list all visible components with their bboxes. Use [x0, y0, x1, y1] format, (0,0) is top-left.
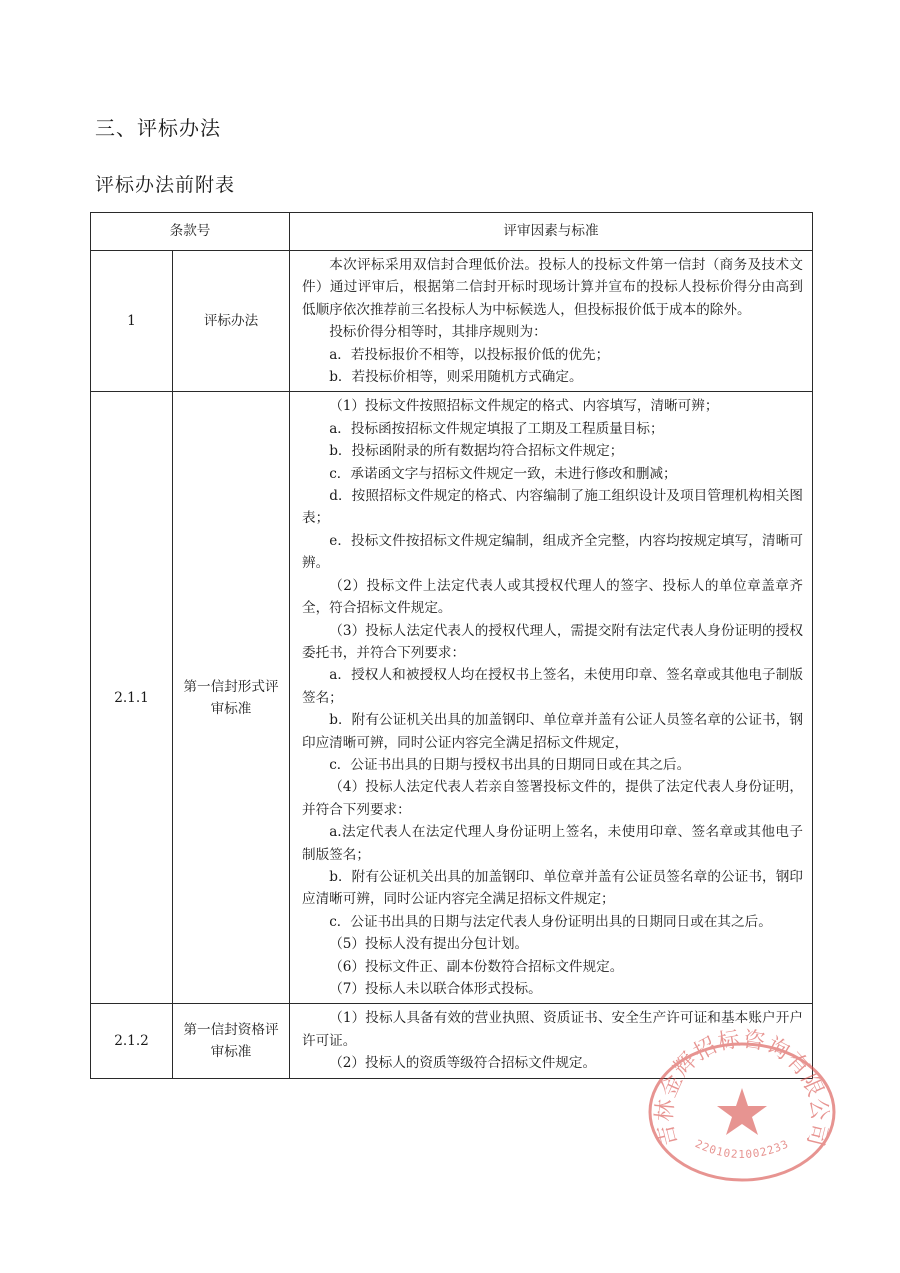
criteria-line: a．授权人和被授权人均在授权书上签名，未使用印章、签名章或其他电子制版签名； — [302, 667, 803, 706]
criteria-line: e．投标文件按招标文件规定编制，组成齐全完整，内容均按规定填写，清晰可辨。 — [302, 532, 803, 572]
criteria-line: c．公证书出具的日期与授权书出具的日期同日或在其之后。 — [329, 756, 691, 773]
criteria-line: c．公证书出具的日期与法定代表人身份证明出具的日期同日或在其之后。 — [329, 913, 772, 930]
svg-text:2201021002233 — [693, 1137, 791, 1161]
criteria-line: （1）投标文件按照招标文件规定的格式、内容填写，清晰可辨； — [329, 398, 719, 415]
header-criteria: 评审因素与标准 — [290, 213, 813, 251]
clause-content — [290, 251, 813, 392]
criteria-line: b．投标函附录的所有数据均符合招标文件规定； — [329, 443, 624, 460]
criteria-line: （5）投标人没有提出分包计划。 — [329, 936, 529, 953]
clause-number: 2.1.2 — [91, 1004, 173, 1078]
criteria-line: （6）投标文件正、副本份数符合招标文件规定。 — [329, 958, 624, 975]
clause-name: 第一信封资格评审标准 — [173, 1004, 290, 1078]
seal-number: 2201021002233 — [693, 1137, 791, 1161]
criteria-line: （4）投标人法定代表人若亲自签署投标文件的，提供了法定代表人身份证明，并符合下列要求： — [302, 779, 803, 818]
clause-number: 1 — [91, 251, 173, 392]
header-clause-number: 条款号 — [91, 213, 290, 251]
criteria-line: （2）投标文件上法定代表人或其授权代理人的签字、投标人的单位章盖章齐全，符合招标文件规定。 — [302, 577, 803, 617]
criteria-line: a．若投标报价不相等，以投标报价低的优先； — [329, 346, 610, 363]
section-title: 三、评标办法 — [95, 116, 221, 140]
clause-number: 2.1.1 — [91, 392, 173, 1004]
criteria-line: a.法定代表人在法定代理人身份证明上签名，未使用印章、签名章或其他电子制版签名； — [302, 824, 803, 863]
table-row — [91, 1004, 813, 1078]
clause-content — [290, 392, 813, 1004]
clause-content — [290, 1004, 813, 1078]
clause-name: 第一信封形式评审标准 — [173, 392, 290, 1004]
table-row — [91, 251, 813, 392]
evaluation-table — [90, 212, 813, 1079]
criteria-line: （2）投标人的资质等级符合招标文件规定。 — [329, 1055, 597, 1072]
criteria-line: 投标价得分相等时，其排序规则为： — [329, 324, 547, 341]
criteria-line: （3）投标人法定代表人的授权代理人，需提交附有法定代表人身份证明的授权委托书，并符合下列要求： — [302, 622, 803, 661]
seal-text: 吉林金辉招标咨询有限公司 — [652, 1026, 832, 1150]
criteria-line: 本次评标采用双信封合理低价法。投标人的投标文件第一信封（商务及技术文件）通过评审后，根据第二信封开标时现场计算并宣布的投标人投标价得分由高到低顺序依次推荐前三名投标人为中标候选人，但投标报价低于成本的除外。 — [302, 257, 803, 318]
criteria-line: b．附有公证机关出具的加盖钢印、单位章并盖有公证员签名章的公证书，钢印应清晰可辨，同时公证内容完全满足招标文件规定； — [302, 868, 803, 908]
table-row — [91, 392, 813, 1004]
criteria-line: d．按照招标文件规定的格式、内容编制了施工组织设计及项目管理机构相关图表； — [302, 488, 803, 527]
criteria-line: （7）投标人未以联合体形式投标。 — [329, 981, 542, 997]
criteria-line: c．承诺函文字与招标文件规定一致，未进行修改和删减； — [329, 465, 677, 482]
criteria-line: b．若投标价相等，则采用随机方式确定。 — [329, 369, 583, 386]
criteria-line: a．投标函按招标文件规定填报了工期及工程质量目标； — [329, 420, 664, 437]
table-header-row — [91, 213, 813, 251]
criteria-line: b．附有公证机关出具的加盖钢印、单位章并盖有公证人员签名章的公证书，钢印应清晰可辨，同时公证内容完全满足招标文件规定， — [302, 712, 803, 751]
table-title: 评标办法前附表 — [95, 174, 236, 196]
clause-name: 评标办法 — [173, 251, 290, 392]
criteria-line: （1）投标人具备有效的营业执照、资质证书、安全生产许可证和基本账户开户许可证。 — [302, 1010, 803, 1049]
